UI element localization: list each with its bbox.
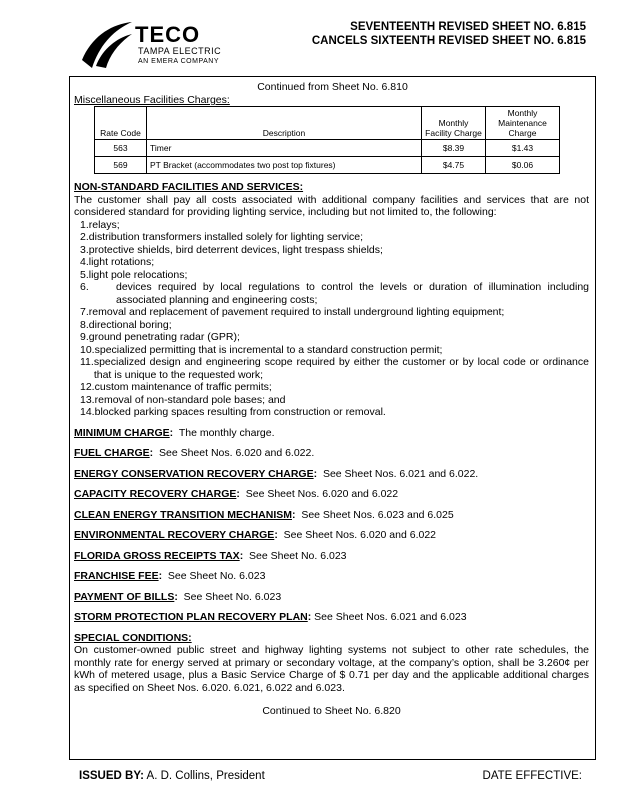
charge-line [74, 570, 589, 583]
list-item [74, 244, 589, 257]
list-item [74, 406, 589, 419]
charge-label: FLORIDA GROSS RECEIPTS TAX [74, 549, 240, 562]
list-item-text: distribution transformers installed solely for lighting service; [88, 231, 364, 243]
charge-reference: See Sheet No. 6.023 [243, 549, 347, 562]
table-header-row [95, 107, 560, 140]
sheet-cancels: CANCELS SIXTEENTH REVISED SHEET NO. 6.815 [311, 35, 586, 47]
list-item-text: relays; [88, 218, 120, 231]
tariff-content-box [69, 76, 596, 760]
continued-from: Continued from Sheet No. 6.810 [257, 81, 408, 93]
charge-separator: : [239, 549, 244, 562]
charge-separator: : [149, 447, 154, 459]
teco-logo [78, 16, 268, 72]
rate-code-cell: 563 [95, 140, 147, 157]
list-item-number: 1. [80, 218, 89, 231]
list-item-number: 5. [80, 268, 89, 281]
list-item [74, 231, 589, 244]
list-item-text: blocked parking spaces resulting from construction or removal. [94, 406, 386, 418]
list-item [74, 331, 589, 344]
misc-facilities-title: Miscellaneous Facilities Charges: [74, 94, 230, 106]
list-item-number: 4. [80, 256, 89, 268]
list-item [74, 319, 589, 332]
charge-label: FRANCHISE FEE [74, 570, 159, 582]
list-item-number: 8. [80, 318, 89, 331]
list-item-text: ground penetrating radar (GPR); [88, 331, 240, 343]
charge-line [74, 591, 589, 604]
list-item-text: removal of non-standard pole bases; and [94, 393, 286, 406]
list-item [74, 281, 589, 306]
special-conditions [74, 632, 589, 695]
list-item [74, 381, 589, 394]
charge-separator: : [313, 467, 318, 480]
list-item [74, 394, 589, 407]
table-row [95, 157, 560, 174]
charge-reference: See Sheet Nos. 6.021 and 6.022. [317, 467, 479, 480]
charge-line [74, 447, 589, 460]
sheet-number-block [312, 20, 586, 48]
list-item [74, 344, 589, 357]
charge-line [74, 550, 589, 563]
teco-swoosh-icon [78, 16, 134, 72]
sheet-revision: SEVENTEENTH REVISED SHEET NO. 6.815 [350, 21, 586, 33]
special-conditions-text: On customer-owned public street and highway lighting systems not subject to other rate schedules, the monthly rate for energy served at primary or secondary voltage, at the company’s option, shall be 3.260¢ per kWh of metered usage, plus a Basic Service Charge of $ 0.71 per day and the applicable additional charges as specified on Sheet Nos. 6.020. 6.021, 6.022 and 6.023. [74, 644, 589, 694]
charge-label: ENVIRONMENTAL RECOVERY CHARGE [74, 529, 275, 541]
table-row [95, 140, 560, 157]
col-rate-code: Rate Code [95, 107, 147, 140]
col-facility-charge: Monthly Facility Charge [422, 107, 486, 140]
list-item-number: 12. [80, 381, 95, 393]
charge-line [74, 509, 589, 522]
charge-label: STORM PROTECTION PLAN RECOVERY PLAN [74, 611, 308, 623]
logo-tagline: AN EMERA COMPANY [138, 58, 219, 65]
issued-by-name: A. D. Collins, President [146, 770, 265, 782]
charge-label: ENERGY CONSERVATION RECOVERY CHARGE [74, 467, 314, 480]
nonstandard-intro: The customer shall pay all costs associated with additional company facilities and services that are not considered standard for providing lighting service, including but not limited to, the following: [74, 193, 589, 218]
charge-separator: : [307, 611, 312, 623]
maintenance-charge-cell: $0.06 [486, 157, 560, 174]
charge-line [74, 468, 589, 481]
facility-charge-cell: $8.39 [422, 140, 486, 157]
list-item-number: 3. [80, 243, 89, 256]
list-item-number: 2. [80, 231, 89, 243]
charge-line [74, 427, 589, 440]
col-description: Description [147, 107, 422, 140]
list-item-text: protective shields, bird deterrent devices, light trespass shields; [88, 243, 383, 256]
list-item-text: removal and replacement of pavement required to install underground lighting equipment; [88, 306, 505, 318]
list-item-text: light rotations; [88, 256, 155, 268]
list-item [74, 219, 589, 232]
charge-line [74, 611, 589, 624]
charges-section [74, 427, 589, 624]
list-item-text: specialized design and engineering scope required by either the customer or by local code or ordinance that is unique to the requested work; [93, 356, 589, 381]
charge-separator: : [158, 570, 163, 582]
charge-separator: : [291, 508, 296, 521]
nonstandard-title: NON-STANDARD FACILITIES AND SERVICES: [74, 181, 304, 193]
list-item-text: directional boring; [88, 318, 172, 331]
list-item-number: 7. [80, 306, 89, 318]
charge-reference: See Sheet No. 6.023 [177, 590, 282, 603]
charge-separator: : [174, 590, 178, 603]
issued-by [79, 770, 265, 782]
nonstandard-list [74, 219, 589, 419]
logo-name: TECO [135, 22, 201, 47]
charge-label: CLEAN ENERGY TRANSITION MECHANISM [74, 508, 292, 521]
charge-reference: See Sheet Nos. 6.020 and 6.022 [277, 529, 437, 541]
facility-charge-cell: $4.75 [422, 157, 486, 174]
charge-reference: The monthly charge. [173, 426, 275, 439]
charge-reference: See Sheet Nos. 6.020 and 6.022. [153, 447, 315, 459]
list-item-number: 14. [80, 406, 95, 418]
logo-subtitle: TAMPA ELECTRIC [138, 46, 222, 56]
charge-label: PAYMENT OF BILLS [74, 590, 175, 603]
list-item-text: specialized permitting that is incremental to a standard construction permit; [94, 343, 443, 356]
list-item-number: 13. [80, 393, 95, 406]
list-item [74, 269, 589, 282]
charge-separator: : [169, 426, 174, 439]
list-item-text: light pole relocations; [88, 268, 188, 281]
charge-line [74, 529, 589, 542]
list-item [74, 256, 589, 269]
charge-reference: See Sheet No. 6.023 [162, 570, 266, 582]
charge-reference: See Sheet Nos. 6.020 and 6.022 [239, 488, 399, 500]
charge-line [74, 488, 589, 501]
issued-by-label: ISSUED BY: [79, 770, 144, 782]
list-item-number: 10. [80, 343, 95, 356]
special-conditions-title: SPECIAL CONDITIONS: [74, 631, 192, 644]
charge-label: MINIMUM CHARGE [74, 426, 170, 439]
tariff-body [74, 181, 589, 718]
col-maintenance-charge: Monthly Maintenance Charge [486, 107, 560, 140]
charge-label: CAPACITY RECOVERY CHARGE [74, 488, 237, 500]
list-item-text: devices required by local regulations to control the levels or duration of illumination including associated planning and engineering costs; [116, 281, 589, 306]
charge-reference: See Sheet Nos. 6.021 and 6.023 [311, 611, 467, 623]
charge-label: FUEL CHARGE [74, 447, 150, 459]
continued-to: Continued to Sheet No. 6.820 [262, 705, 401, 717]
list-item [74, 306, 589, 319]
list-item-number: 6. [80, 281, 89, 293]
charge-reference: See Sheet Nos. 6.023 and 6.025 [295, 508, 454, 521]
list-item [74, 356, 589, 381]
list-item-number: 11. [80, 356, 94, 368]
date-effective-label: DATE EFFECTIVE: [482, 770, 582, 782]
facilities-charge-table [94, 106, 560, 174]
description-cell: Timer [147, 140, 422, 157]
list-item-number: 9. [80, 331, 89, 343]
maintenance-charge-cell: $1.43 [486, 140, 560, 157]
charge-separator: : [236, 488, 240, 500]
rate-code-cell: 569 [95, 157, 147, 174]
charge-separator: : [274, 529, 278, 541]
list-item-text: custom maintenance of traffic permits; [94, 381, 272, 393]
description-cell: PT Bracket (accommodates two post top fixtures) [147, 157, 422, 174]
